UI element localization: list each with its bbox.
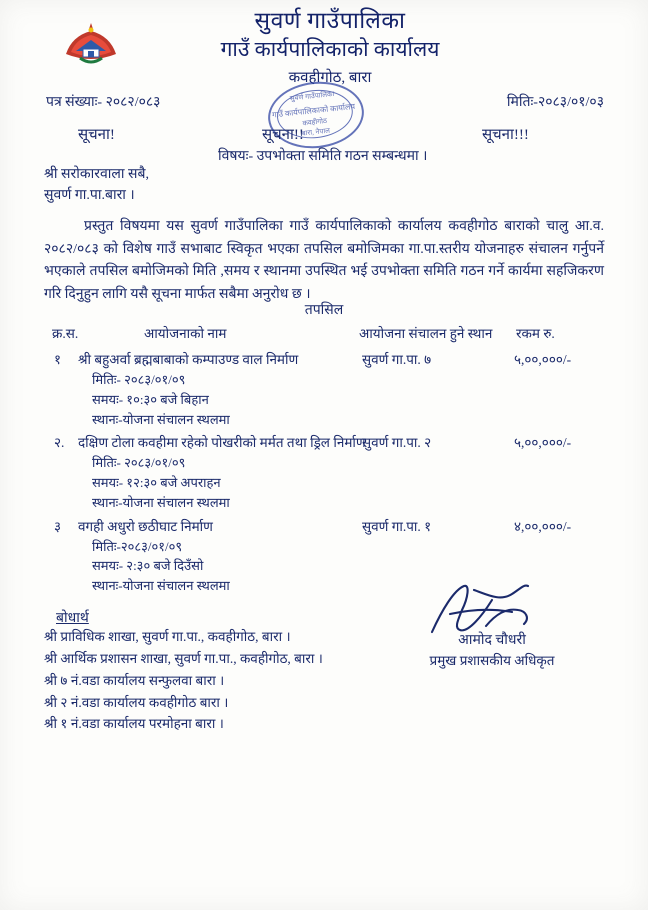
stamp-line-4: बारा, नेपाल: [301, 126, 331, 138]
column-header-name: आयोजनाको नाम: [144, 326, 227, 341]
stamp-line-3: कवहीगोठ: [302, 116, 328, 128]
row-amount: ५,००,०००/-: [514, 435, 572, 451]
addressee-block: [44, 164, 149, 206]
notice-label-center: सूचना!!: [262, 127, 304, 143]
row-detail-time: समयः- १०:३० बजे बिहान: [92, 391, 209, 407]
row-amount: ५,००,०००/-: [514, 352, 572, 367]
nepal-government-emblem: [62, 18, 120, 70]
office-place: कवहीगोठ, बारा: [288, 69, 372, 86]
subject-line: विषयः- उपभोक्ता समिति गठन सम्बन्धमा ।: [218, 149, 428, 164]
body-paragraph: प्रस्तुत विषयमा यस सुवर्ण गाउँपालिका गाउँ कार्यपालिकाको कार्यालय कवहीगोठ बाराको चालु आ.व. २०८२/०८३ को विशेष गाउँ सभाबाट स्विकृत भएका तपसिल बमोजिमका गा.पा.स्तरीय योजनाहरु संचालन गर्नुपर्ने भएकाले तपसिल बमोजिमको मिति ,समय र स्थानमा उपस्थित भई उपभोक्ता समिति गठन गर्ने कार्यमा सहजिकरण गरि दिनुहुन लागि यसै सूचना मार्फत सबैमा अनुरोध छ ।: [44, 219, 604, 303]
signatory-name: आमोद चौधरी: [458, 633, 526, 648]
notice-label-right: सूचना!!!: [482, 127, 529, 143]
table-row: [44, 433, 608, 512]
office-title: गाउँ कार्यपालिकाको कार्यालय: [220, 37, 440, 62]
bodhartha-title: बोधार्थ: [56, 611, 89, 626]
row-detail-date: मितिः-२०८३/०१/०९: [92, 538, 183, 554]
row-detail-place: स्थानः-योजना संचालन स्थलमा: [92, 494, 230, 510]
column-header-sn: क्र.स.: [52, 326, 79, 341]
stamp-line-1: सुवर्ण गाउँपालिका: [289, 90, 335, 103]
row-detail-date: मितिः- २०८३/०१/०९: [92, 455, 186, 471]
bodhartha-list: [44, 626, 323, 735]
row-sn: ३: [54, 518, 62, 534]
row-location: सुवर्ण गा.पा. ७: [362, 352, 432, 367]
notice-label-left: सूचना!: [78, 127, 115, 143]
row-name: वगही अधुरो छठीघाट निर्माण: [78, 518, 213, 534]
list-item: श्री प्राविधिक शाखा, सुवर्ण गा.पा., कवहीगोठ, बारा ।: [44, 629, 291, 644]
row-detail-time: समयः- १२:३० बजे अपराहन: [92, 475, 221, 490]
row-sn: २.: [54, 435, 65, 451]
signatory-block: [392, 630, 592, 671]
projects-table: [44, 324, 608, 596]
row-name: श्री बहुअर्वा ब्रह्मबाबाको कम्पाउण्ड वाल निर्माण: [78, 352, 299, 367]
row-detail-time: समयः- २:३० बजे दिउँसो: [92, 558, 204, 574]
row-detail-place: स्थानः-योजना संचालन स्थलमा: [92, 578, 230, 593]
column-header-amount: रकम रु.: [516, 326, 555, 341]
row-detail-place: स्थानः-योजना संचालन स्थलमा: [92, 411, 230, 427]
organization-title: सुवर्ण गाउँपालिका: [254, 8, 406, 33]
row-location: सुवर्ण गा.पा. १: [362, 518, 432, 534]
table-header-row: [44, 324, 608, 346]
notice-heading-row: [0, 124, 648, 144]
row-detail-date: मितिः- २०८३/०१/०९: [92, 372, 186, 387]
letterhead: [120, 8, 540, 87]
list-item: श्री २ नं.वडा कार्यालय कवहीगोठ बारा ।: [44, 694, 229, 710]
tapasil-label: तपसिल: [304, 303, 344, 318]
addressee-line-1: श्री सरोकारवाला सबै,: [44, 167, 149, 182]
row-sn: १: [54, 352, 62, 367]
row-amount: ४,००,०००/-: [514, 518, 572, 534]
list-item: श्री १ नं.वडा कार्यालय परमोहना बारा ।: [44, 716, 224, 732]
letter-date: मितिः-२०८३/०१/०३: [506, 95, 604, 110]
row-name: दक्षिण टोला कवहीमा रहेको पोखरीको मर्मत तथा ड्रिल निर्माण: [78, 435, 366, 451]
stamp-line-2: गाउँ कार्यपालिकाको कार्यालय: [271, 101, 356, 120]
row-location: सुवर्ण गा.पा. २: [362, 435, 432, 451]
list-item: श्री आर्थिक प्रशासन शाखा, सुवर्ण गा.पा., कवहीगोठ, बारा ।: [44, 650, 323, 666]
column-header-location: आयोजना संचालन हुने स्थान: [359, 326, 493, 341]
table-row: [44, 350, 608, 429]
signatory-post: प्रमुख प्रशासकीय अधिकृत: [429, 653, 555, 668]
list-item: श्री ७ नं.वडा कार्यालय सन्फुलवा बारा ।: [44, 672, 225, 688]
addressee-line-2: सुवर्ण गा.पा.बारा ।: [44, 188, 135, 203]
letter-number: पत्र संख्याः- २०८२/०८३: [46, 95, 161, 110]
